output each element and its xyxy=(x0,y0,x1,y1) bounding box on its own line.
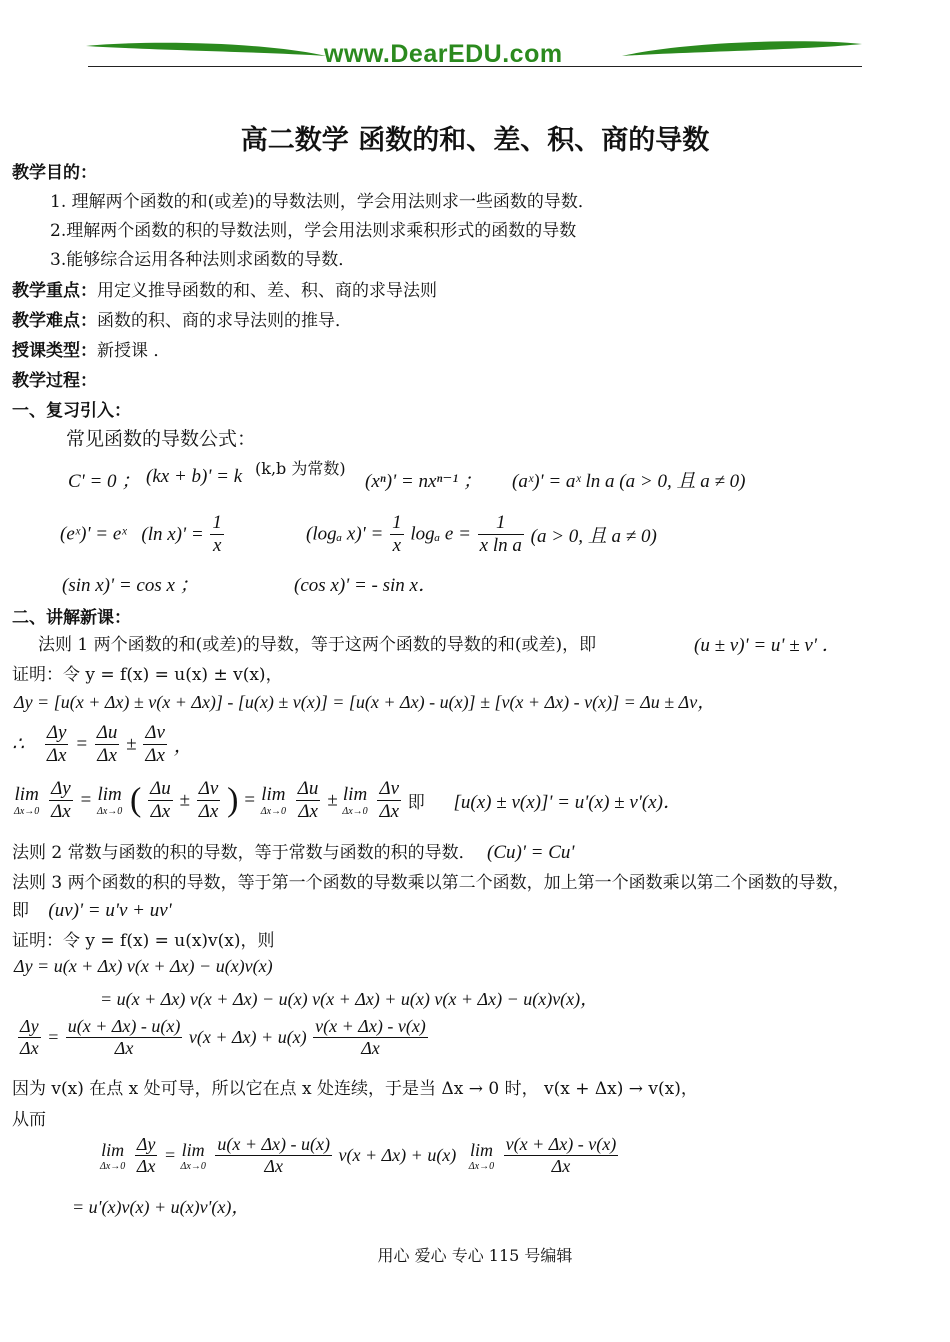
limit-operator: lim Δx→0 xyxy=(468,1139,495,1172)
therefore-symbol: ∴ xyxy=(12,734,25,755)
formula-log-fraction: $\frac{1}{x}$ xyxy=(392,512,402,556)
fraction-du-dx: $\frac{\Delta u}{\Delta x}$ xyxy=(96,722,118,766)
lesson-type-label: 授课类型： xyxy=(12,341,97,361)
rule3-delta-line2: = u(x + Δx) v(x + Δx) − u(x) v(x + Δx) + u(x) v(x + Δx) − u(x)v(x)， xyxy=(100,989,599,1009)
fraction-du-dx: $\frac{\Delta u}{\Delta x}$ xyxy=(297,778,319,822)
formula-exp-e xyxy=(60,512,226,557)
difficulty xyxy=(12,306,352,331)
limit-operator: lim Δx→0 xyxy=(342,784,368,817)
rule1-text: 法则 1 两个函数的和(或差)的导数，等于这两个函数的导数的和(或差)，即 xyxy=(38,635,597,655)
rule3-continuity: 因为 v(x) 在点 x 处可导，所以它在点 x 处连续，于是当 Δx → 0 时， v(x + Δx) → v(x)， xyxy=(12,1079,698,1099)
formula-linear-note: (k,b 为常数) xyxy=(255,459,346,478)
rule3-formula: (uv)' = u'v + uv' xyxy=(48,900,172,921)
lesson-type xyxy=(12,336,170,361)
page-title: 高二数学 函数的和、差、积、商的导数 xyxy=(240,125,710,156)
fraction-dy-dx: $\frac{\Delta y}{\Delta x}$ xyxy=(51,778,71,822)
fraction-du-dx: $\frac{\Delta u}{\Delta x}$ xyxy=(150,778,171,822)
formula-sin: (sin x)' = cos x ； xyxy=(62,575,199,596)
site-logo[interactable]: www.DearEDU.com xyxy=(324,40,563,68)
equals-sign: = xyxy=(47,1027,60,1047)
fraction-dv-dx: $\frac{\Delta v}{\Delta x}$ xyxy=(145,722,165,766)
formula-intro: 常见函数的导数公式： xyxy=(66,428,257,450)
formula-log-left: (logₐ x)' = xyxy=(306,523,384,545)
fraction-dy-dx: $\frac{\Delta y}{\Delta x}$ xyxy=(136,1134,156,1176)
plus-minus-sign: ± xyxy=(327,789,338,811)
fraction-dy-dx: $\frac{\Delta y}{\Delta x}$ xyxy=(20,1016,39,1058)
equals-sign: = xyxy=(79,789,93,811)
objectives-label: 教学目的： xyxy=(12,163,97,183)
fraction-du-term: $\frac{u(x + \Delta x) - u(x)}{\Delta x}$ xyxy=(67,1016,181,1058)
fraction-dv-dx: $\frac{\Delta v}{\Delta x}$ xyxy=(379,778,400,822)
fraction-dy-dx: $\frac{\Delta y}{\Delta x}$ xyxy=(46,722,67,766)
key-point-text: 用定义推导函数的和、差、积、商的求导法则 xyxy=(97,281,437,301)
rule3-text: 法则 3 两个函数的积的导数，等于第一个函数的导数乘以第二个函数，加上第一个函数乘以第二个函数的导数， xyxy=(12,873,850,893)
page-footer: 用心 爱心 专心 115 号编辑 xyxy=(377,1246,573,1265)
difficulty-text: 函数的积、商的求导法则的推导． xyxy=(97,311,352,331)
middle-term: v(x + Δx) + u(x) xyxy=(188,1027,307,1047)
fraction-dv-dx: $\frac{\Delta v}{\Delta x}$ xyxy=(198,778,219,822)
plus-minus-sign: ± xyxy=(179,789,190,811)
limit-operator: lim Δx→0 xyxy=(96,784,123,817)
left-paren: ( xyxy=(130,781,142,819)
rule1-delta-line: Δy = [u(x + Δx) ± v(x + Δx)] - [u(x) ± v(x)] = [u(x + Δx) - u(x)] ± [v(x + Δx) - v(x)] = Δu ± Δv， xyxy=(14,692,716,712)
plus-minus-sign: ± xyxy=(126,733,137,755)
ji-word: 即 xyxy=(12,901,29,921)
objective-item: 3.能够综合运用各种法则求函数的导数． xyxy=(50,250,356,270)
objective-item: 1. 理解两个函数的和(或差)的导数法则，学会用法则求一些函数的导数． xyxy=(50,192,595,212)
section1-heading: 一、复习引入： xyxy=(12,401,131,421)
header-rule xyxy=(88,66,862,67)
rule1-result: [u(x) ± v(x)]' = u'(x) ± v'(x)． xyxy=(453,792,682,813)
rule2 xyxy=(12,838,574,864)
formula-power: (xⁿ)' = nxⁿ⁻¹ ； xyxy=(365,471,482,492)
middle-term: v(x + Δx) + u(x) xyxy=(338,1145,457,1165)
formula-log-cond: (a > 0, 且 a ≠ 0) xyxy=(530,526,657,547)
limit-operator: lim Δx→0 xyxy=(260,784,287,817)
formula-exponential: (aˣ)' = aˣ ln a (a > 0, 且 a ≠ 0) xyxy=(512,471,746,492)
fraction-dv-term: $\frac{v(x + \Delta x) - v(x)}{\Delta x}$ xyxy=(505,1134,617,1176)
rule3-proof-intro: 证明：令 y = f(x) = u(x)v(x)，则 xyxy=(12,931,275,951)
equals-sign: = xyxy=(163,1145,177,1165)
formula-exp-e-text: (eˣ)' = eˣ xyxy=(60,523,127,545)
formula-linear: (kx + b)' = k xyxy=(146,466,243,487)
comma: ， xyxy=(173,736,193,757)
lesson-type-text: 新授课 ． xyxy=(97,341,171,361)
limit-operator: lim Δx→0 xyxy=(180,1139,206,1172)
difficulty-label: 教学难点： xyxy=(12,311,97,331)
rule3-delta-line1: Δy = u(x + Δx) v(x + Δx) − u(x)v(x) xyxy=(14,956,273,976)
formula-cos: (cos x)' = - sin x． xyxy=(294,575,437,596)
limit-operator: lim Δx→0 xyxy=(100,1139,126,1172)
rule3-final: = u'(x)v(x) + u(x)v'(x)， xyxy=(72,1197,250,1217)
rule3-limit-line xyxy=(100,1134,620,1177)
formula-log-fraction2: $\frac{1}{\text{x ln a}}$ xyxy=(479,512,522,556)
rule3-hence: 从而 xyxy=(12,1110,46,1130)
formula-log xyxy=(306,512,657,557)
fraction-dv-term: $\frac{v(x + \Delta x) - v(x)}{\Delta x}$ xyxy=(315,1016,426,1058)
formula-constant: C' = 0 ； xyxy=(68,471,141,492)
key-point-label: 教学重点： xyxy=(12,281,97,301)
rule1-ratio xyxy=(12,722,193,767)
key-point xyxy=(12,276,437,301)
process-label: 教学过程： xyxy=(12,371,97,391)
rule3-formula-line xyxy=(12,896,172,922)
rule1-formula: (u ± v)' = u' ± v' ． xyxy=(694,635,841,656)
equals-sign: = xyxy=(75,733,89,755)
section2-heading: 二、讲解新课： xyxy=(12,608,131,628)
fraction-du-term: $\frac{u(x + \Delta x) - u(x)}{\Delta x}$ xyxy=(217,1134,330,1176)
equals-sign: = xyxy=(243,789,256,811)
rule2-text: 法则 2 常数与函数的积的导数，等于常数与函数的积的导数． xyxy=(12,843,476,863)
rule3-ratio xyxy=(16,1016,430,1059)
rule1-limit-line xyxy=(14,778,682,823)
objective-item: 2.理解两个函数的积的导数法则，学会用法则求乘积形式的函数的导数 xyxy=(50,221,577,241)
limit-operator: lim Δx→0 xyxy=(14,784,40,817)
formula-ln-fraction: $\frac{1}{x}$ xyxy=(212,512,222,556)
formula-ln-left: (ln x)' = xyxy=(141,523,204,545)
rule1-proof-intro: 证明：令 y = f(x) = u(x) ± v(x)， xyxy=(12,665,283,685)
rule2-formula: (Cu)' = Cu' xyxy=(487,842,575,863)
right-paren: ) xyxy=(227,781,239,819)
ji-word: 即 xyxy=(407,793,425,813)
formula-log-mid: logₐ e = xyxy=(410,523,471,545)
